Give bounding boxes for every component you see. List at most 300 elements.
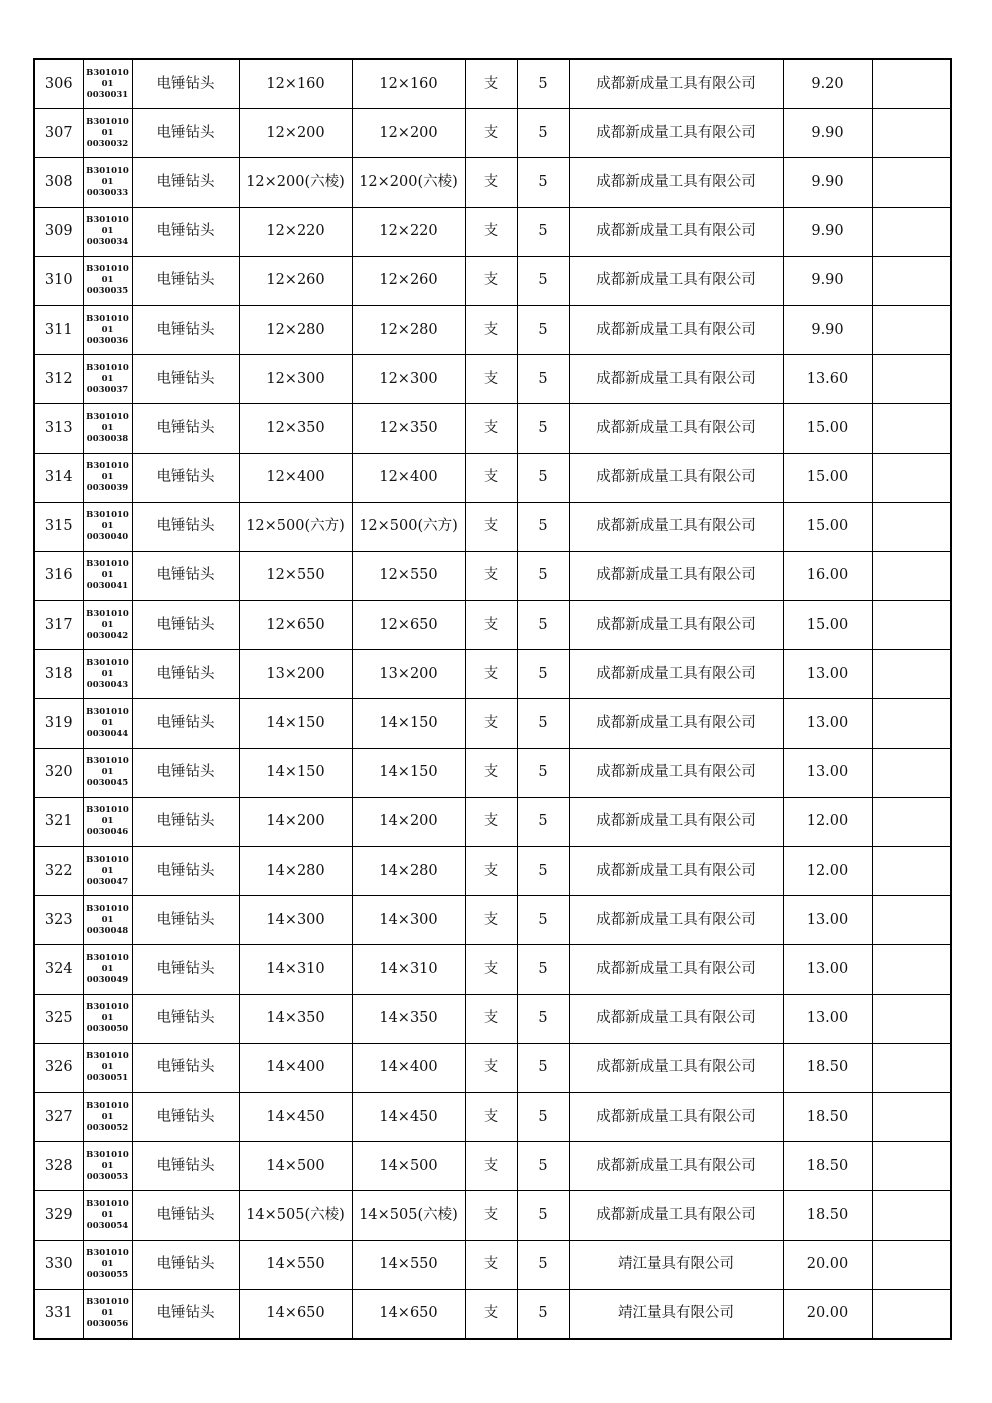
table-row — [34, 1240, 951, 1289]
spec-cell: 14×550 — [239, 1240, 352, 1289]
supplier-cell: 成都新成量工具有限公司 — [569, 994, 783, 1043]
table-row — [34, 404, 951, 453]
item-code-cell — [83, 158, 132, 207]
item-code-part: 0030054 — [86, 1220, 129, 1231]
quantity-cell: 5 — [517, 1191, 569, 1240]
supplier-cell: 成都新成量工具有限公司 — [569, 59, 783, 109]
price-cell: 9.90 — [783, 256, 872, 305]
model-cell: 14×150 — [352, 699, 465, 748]
item-name-cell: 电锤钻头 — [132, 650, 239, 699]
spec-cell: 13×200 — [239, 650, 352, 699]
remark-cell — [872, 797, 951, 846]
remark-cell — [872, 699, 951, 748]
item-code-part: 0030045 — [86, 778, 129, 789]
item-code-cell — [83, 650, 132, 699]
item-code-part: 0030031 — [86, 89, 129, 100]
row-number-cell: 329 — [34, 1191, 83, 1240]
table-row — [34, 797, 951, 846]
spec-cell: 12×550 — [239, 551, 352, 600]
item-name-cell: 电锤钻头 — [132, 601, 239, 650]
quantity-cell: 5 — [517, 748, 569, 797]
row-number-cell: 323 — [34, 896, 83, 945]
model-cell: 14×500 — [352, 1142, 465, 1191]
remark-cell — [872, 1191, 951, 1240]
unit-cell: 支 — [465, 305, 517, 354]
item-code-part: B30101001 — [86, 903, 129, 925]
model-cell: 12×550 — [352, 551, 465, 600]
price-cell: 9.20 — [783, 59, 872, 109]
remark-cell — [872, 1092, 951, 1141]
row-number-cell: 316 — [34, 551, 83, 600]
table-row — [34, 601, 951, 650]
quantity-cell: 5 — [517, 256, 569, 305]
quantity-cell: 5 — [517, 847, 569, 896]
remark-cell — [872, 994, 951, 1043]
quantity-cell: 5 — [517, 896, 569, 945]
item-code-part: B30101001 — [86, 313, 129, 335]
item-name-cell: 电锤钻头 — [132, 896, 239, 945]
item-code-cell — [83, 1142, 132, 1191]
item-code-part: 0030033 — [86, 187, 129, 198]
model-cell: 14×310 — [352, 945, 465, 994]
unit-cell: 支 — [465, 847, 517, 896]
row-number-cell: 326 — [34, 1043, 83, 1092]
spec-cell: 12×260 — [239, 256, 352, 305]
item-code-part: 0030051 — [86, 1073, 129, 1084]
row-number-cell: 313 — [34, 404, 83, 453]
item-name-cell: 电锤钻头 — [132, 1142, 239, 1191]
model-cell: 14×550 — [352, 1240, 465, 1289]
unit-cell: 支 — [465, 502, 517, 551]
table-row — [34, 945, 951, 994]
quantity-cell: 5 — [517, 1289, 569, 1339]
item-name-cell: 电锤钻头 — [132, 1092, 239, 1141]
supplier-cell: 成都新成量工具有限公司 — [569, 551, 783, 600]
unit-cell: 支 — [465, 945, 517, 994]
item-code-part: 0030040 — [86, 532, 129, 543]
item-code-part: B30101001 — [86, 1248, 129, 1270]
remark-cell — [872, 158, 951, 207]
quantity-cell: 5 — [517, 945, 569, 994]
item-name-cell: 电锤钻头 — [132, 256, 239, 305]
unit-cell: 支 — [465, 355, 517, 404]
row-number-cell: 312 — [34, 355, 83, 404]
price-cell: 13.60 — [783, 355, 872, 404]
spec-cell: 14×150 — [239, 748, 352, 797]
item-code-part: B30101001 — [86, 657, 129, 679]
table-row — [34, 109, 951, 158]
item-code-part: B30101001 — [86, 1198, 129, 1220]
item-name-cell: 电锤钻头 — [132, 355, 239, 404]
supplier-cell: 成都新成量工具有限公司 — [569, 109, 783, 158]
model-cell: 12×280 — [352, 305, 465, 354]
item-code-cell — [83, 1240, 132, 1289]
row-number-cell: 311 — [34, 305, 83, 354]
item-code-part: 0030032 — [86, 138, 129, 149]
remark-cell — [872, 59, 951, 109]
table-row — [34, 1092, 951, 1141]
unit-cell: 支 — [465, 1191, 517, 1240]
spec-cell: 14×450 — [239, 1092, 352, 1141]
item-code-cell — [83, 256, 132, 305]
row-number-cell: 314 — [34, 453, 83, 502]
row-number-cell: 322 — [34, 847, 83, 896]
item-name-cell: 电锤钻头 — [132, 945, 239, 994]
table-row — [34, 994, 951, 1043]
price-cell: 15.00 — [783, 601, 872, 650]
remark-cell — [872, 256, 951, 305]
table-row — [34, 1289, 951, 1339]
item-code-cell — [83, 59, 132, 109]
table-row — [34, 1043, 951, 1092]
item-code-part: 0030049 — [86, 974, 129, 985]
row-number-cell: 330 — [34, 1240, 83, 1289]
price-cell: 13.00 — [783, 650, 872, 699]
supplier-cell: 成都新成量工具有限公司 — [569, 404, 783, 453]
spec-cell: 14×200 — [239, 797, 352, 846]
item-code-part: B30101001 — [86, 707, 129, 729]
table-row — [34, 502, 951, 551]
quantity-cell: 5 — [517, 601, 569, 650]
item-code-part: 0030036 — [86, 335, 129, 346]
supplier-cell: 成都新成量工具有限公司 — [569, 699, 783, 748]
item-name-cell: 电锤钻头 — [132, 748, 239, 797]
item-name-cell: 电锤钻头 — [132, 502, 239, 551]
item-name-cell: 电锤钻头 — [132, 59, 239, 109]
model-cell: 12×400 — [352, 453, 465, 502]
spec-cell: 14×150 — [239, 699, 352, 748]
item-code-part: 0030050 — [86, 1024, 129, 1035]
price-cell: 13.00 — [783, 945, 872, 994]
item-name-cell: 电锤钻头 — [132, 994, 239, 1043]
table-row — [34, 847, 951, 896]
quantity-cell: 5 — [517, 994, 569, 1043]
supplier-cell: 成都新成量工具有限公司 — [569, 896, 783, 945]
quantity-cell: 5 — [517, 650, 569, 699]
remark-cell — [872, 847, 951, 896]
table-row — [34, 1142, 951, 1191]
item-code-part: B30101001 — [86, 362, 129, 384]
model-cell: 14×400 — [352, 1043, 465, 1092]
item-name-cell: 电锤钻头 — [132, 404, 239, 453]
spec-cell: 14×650 — [239, 1289, 352, 1339]
quantity-cell: 5 — [517, 1043, 569, 1092]
item-code-cell — [83, 748, 132, 797]
supplier-cell: 成都新成量工具有限公司 — [569, 1092, 783, 1141]
quantity-cell: 5 — [517, 305, 569, 354]
spec-cell: 14×310 — [239, 945, 352, 994]
item-code-part: 0030039 — [86, 483, 129, 494]
item-code-part: 0030041 — [86, 581, 129, 592]
item-code-cell — [83, 601, 132, 650]
item-name-cell: 电锤钻头 — [132, 305, 239, 354]
spec-cell: 14×505(六棱) — [239, 1191, 352, 1240]
price-cell: 9.90 — [783, 207, 872, 256]
quantity-cell: 5 — [517, 355, 569, 404]
remark-cell — [872, 207, 951, 256]
remark-cell — [872, 1043, 951, 1092]
unit-cell: 支 — [465, 551, 517, 600]
table-row — [34, 1191, 951, 1240]
row-number-cell: 318 — [34, 650, 83, 699]
quantity-cell: 5 — [517, 404, 569, 453]
price-cell: 20.00 — [783, 1240, 872, 1289]
item-code-part: 0030052 — [86, 1122, 129, 1133]
model-cell: 12×200 — [352, 109, 465, 158]
item-code-part: 0030047 — [86, 876, 129, 887]
price-cell: 15.00 — [783, 404, 872, 453]
spec-cell: 12×300 — [239, 355, 352, 404]
item-code-part: 0030055 — [86, 1270, 129, 1281]
item-code-cell — [83, 797, 132, 846]
item-code-cell — [83, 1043, 132, 1092]
item-code-part: B30101001 — [86, 1100, 129, 1122]
item-code-cell — [83, 109, 132, 158]
item-name-cell: 电锤钻头 — [132, 1289, 239, 1339]
item-code-cell — [83, 551, 132, 600]
table-row — [34, 748, 951, 797]
supplier-cell: 成都新成量工具有限公司 — [569, 650, 783, 699]
item-code-cell — [83, 453, 132, 502]
item-name-cell: 电锤钻头 — [132, 551, 239, 600]
item-code-part: B30101001 — [86, 264, 129, 286]
spec-cell: 12×160 — [239, 59, 352, 109]
table-row — [34, 256, 951, 305]
supplier-cell: 成都新成量工具有限公司 — [569, 207, 783, 256]
table-row — [34, 59, 951, 109]
price-cell: 13.00 — [783, 748, 872, 797]
spec-cell: 14×300 — [239, 896, 352, 945]
unit-cell: 支 — [465, 650, 517, 699]
item-name-cell: 电锤钻头 — [132, 847, 239, 896]
unit-cell: 支 — [465, 994, 517, 1043]
item-code-part: B30101001 — [86, 411, 129, 433]
unit-cell: 支 — [465, 59, 517, 109]
remark-cell — [872, 502, 951, 551]
spec-cell: 14×400 — [239, 1043, 352, 1092]
item-code-part: B30101001 — [86, 608, 129, 630]
remark-cell — [872, 601, 951, 650]
table-row — [34, 305, 951, 354]
row-number-cell: 320 — [34, 748, 83, 797]
price-cell: 9.90 — [783, 109, 872, 158]
item-code-cell — [83, 1092, 132, 1141]
price-cell: 15.00 — [783, 502, 872, 551]
item-code-cell — [83, 355, 132, 404]
item-name-cell: 电锤钻头 — [132, 158, 239, 207]
price-cell: 18.50 — [783, 1191, 872, 1240]
item-code-part: 0030034 — [86, 237, 129, 248]
unit-cell: 支 — [465, 699, 517, 748]
supplier-cell: 成都新成量工具有限公司 — [569, 601, 783, 650]
remark-cell — [872, 355, 951, 404]
price-cell: 9.90 — [783, 158, 872, 207]
model-cell: 14×505(六棱) — [352, 1191, 465, 1240]
remark-cell — [872, 404, 951, 453]
item-code-cell — [83, 404, 132, 453]
item-code-part: 0030044 — [86, 729, 129, 740]
price-cell: 9.90 — [783, 305, 872, 354]
remark-cell — [872, 748, 951, 797]
quantity-cell: 5 — [517, 551, 569, 600]
item-code-cell — [83, 896, 132, 945]
item-code-part: B30101001 — [86, 116, 129, 138]
model-cell: 12×500(六方) — [352, 502, 465, 551]
item-code-cell — [83, 699, 132, 748]
price-cell: 13.00 — [783, 699, 872, 748]
row-number-cell: 315 — [34, 502, 83, 551]
table-row — [34, 551, 951, 600]
item-code-cell — [83, 305, 132, 354]
quantity-cell: 5 — [517, 207, 569, 256]
unit-cell: 支 — [465, 1142, 517, 1191]
item-code-part: 0030048 — [86, 925, 129, 936]
item-code-cell — [83, 207, 132, 256]
row-number-cell: 328 — [34, 1142, 83, 1191]
supplier-cell: 成都新成量工具有限公司 — [569, 305, 783, 354]
supplier-cell: 成都新成量工具有限公司 — [569, 256, 783, 305]
remark-cell — [872, 551, 951, 600]
supplier-cell: 成都新成量工具有限公司 — [569, 1191, 783, 1240]
item-code-part: B30101001 — [86, 510, 129, 532]
item-code-part: 0030043 — [86, 679, 129, 690]
table-row — [34, 699, 951, 748]
unit-cell: 支 — [465, 207, 517, 256]
row-number-cell: 325 — [34, 994, 83, 1043]
remark-cell — [872, 109, 951, 158]
unit-cell: 支 — [465, 404, 517, 453]
row-number-cell: 307 — [34, 109, 83, 158]
supplier-cell: 成都新成量工具有限公司 — [569, 502, 783, 551]
item-name-cell: 电锤钻头 — [132, 1191, 239, 1240]
supplier-cell: 成都新成量工具有限公司 — [569, 945, 783, 994]
spec-cell: 12×220 — [239, 207, 352, 256]
unit-cell: 支 — [465, 1043, 517, 1092]
item-name-cell: 电锤钻头 — [132, 109, 239, 158]
item-code-part: 0030035 — [86, 286, 129, 297]
model-cell: 14×300 — [352, 896, 465, 945]
model-cell: 14×200 — [352, 797, 465, 846]
item-code-part: B30101001 — [86, 1051, 129, 1073]
supplier-cell: 靖江量具有限公司 — [569, 1240, 783, 1289]
supplier-cell: 成都新成量工具有限公司 — [569, 355, 783, 404]
item-name-cell: 电锤钻头 — [132, 207, 239, 256]
item-code-cell — [83, 945, 132, 994]
item-code-part: B30101001 — [86, 215, 129, 237]
item-code-cell — [83, 1289, 132, 1339]
unit-cell: 支 — [465, 1240, 517, 1289]
price-cell: 13.00 — [783, 896, 872, 945]
item-name-cell: 电锤钻头 — [132, 797, 239, 846]
price-cell: 18.50 — [783, 1142, 872, 1191]
price-cell: 18.50 — [783, 1092, 872, 1141]
table-row — [34, 207, 951, 256]
unit-cell: 支 — [465, 601, 517, 650]
model-cell: 12×350 — [352, 404, 465, 453]
unit-cell: 支 — [465, 896, 517, 945]
row-number-cell: 327 — [34, 1092, 83, 1141]
model-cell: 12×300 — [352, 355, 465, 404]
price-cell: 20.00 — [783, 1289, 872, 1339]
table-body — [34, 59, 951, 1339]
spec-cell: 14×350 — [239, 994, 352, 1043]
model-cell: 14×150 — [352, 748, 465, 797]
item-code-part: 0030038 — [86, 433, 129, 444]
row-number-cell: 319 — [34, 699, 83, 748]
item-code-part: B30101001 — [86, 756, 129, 778]
model-cell: 14×280 — [352, 847, 465, 896]
table-row — [34, 355, 951, 404]
price-cell: 18.50 — [783, 1043, 872, 1092]
unit-cell: 支 — [465, 1092, 517, 1141]
supplier-cell: 成都新成量工具有限公司 — [569, 1043, 783, 1092]
unit-cell: 支 — [465, 748, 517, 797]
item-code-cell — [83, 847, 132, 896]
remark-cell — [872, 650, 951, 699]
model-cell: 14×650 — [352, 1289, 465, 1339]
item-code-part: 0030056 — [86, 1319, 129, 1330]
row-number-cell: 317 — [34, 601, 83, 650]
unit-cell: 支 — [465, 1289, 517, 1339]
model-cell: 12×260 — [352, 256, 465, 305]
price-cell: 12.00 — [783, 847, 872, 896]
spec-cell: 12×650 — [239, 601, 352, 650]
model-cell: 14×350 — [352, 994, 465, 1043]
model-cell: 12×160 — [352, 59, 465, 109]
quantity-cell: 5 — [517, 109, 569, 158]
quantity-cell: 5 — [517, 699, 569, 748]
remark-cell — [872, 453, 951, 502]
item-code-part: B30101001 — [86, 1002, 129, 1024]
quantity-cell: 5 — [517, 797, 569, 846]
quantity-cell: 5 — [517, 453, 569, 502]
unit-cell: 支 — [465, 158, 517, 207]
item-name-cell: 电锤钻头 — [132, 1240, 239, 1289]
price-cell: 15.00 — [783, 453, 872, 502]
row-number-cell: 308 — [34, 158, 83, 207]
supplier-cell: 成都新成量工具有限公司 — [569, 158, 783, 207]
supplier-cell: 成都新成量工具有限公司 — [569, 1142, 783, 1191]
quantity-cell: 5 — [517, 1092, 569, 1141]
unit-cell: 支 — [465, 109, 517, 158]
row-number-cell: 309 — [34, 207, 83, 256]
supplier-cell: 成都新成量工具有限公司 — [569, 847, 783, 896]
remark-cell — [872, 1289, 951, 1339]
item-code-part: 0030046 — [86, 827, 129, 838]
item-name-cell: 电锤钻头 — [132, 1043, 239, 1092]
spec-cell: 14×280 — [239, 847, 352, 896]
table-row — [34, 650, 951, 699]
quantity-cell: 5 — [517, 59, 569, 109]
model-cell: 12×220 — [352, 207, 465, 256]
unit-cell: 支 — [465, 797, 517, 846]
supplier-cell: 靖江量具有限公司 — [569, 1289, 783, 1339]
item-code-cell — [83, 1191, 132, 1240]
item-code-part: 0030042 — [86, 630, 129, 641]
unit-cell: 支 — [465, 453, 517, 502]
item-code-part: B30101001 — [86, 1297, 129, 1319]
price-cell: 13.00 — [783, 994, 872, 1043]
spec-cell: 12×400 — [239, 453, 352, 502]
remark-cell — [872, 1240, 951, 1289]
item-code-part: B30101001 — [86, 1149, 129, 1171]
quantity-cell: 5 — [517, 1142, 569, 1191]
table-row — [34, 158, 951, 207]
supplier-cell: 成都新成量工具有限公司 — [569, 797, 783, 846]
remark-cell — [872, 305, 951, 354]
price-cell: 16.00 — [783, 551, 872, 600]
supplier-cell: 成都新成量工具有限公司 — [569, 453, 783, 502]
